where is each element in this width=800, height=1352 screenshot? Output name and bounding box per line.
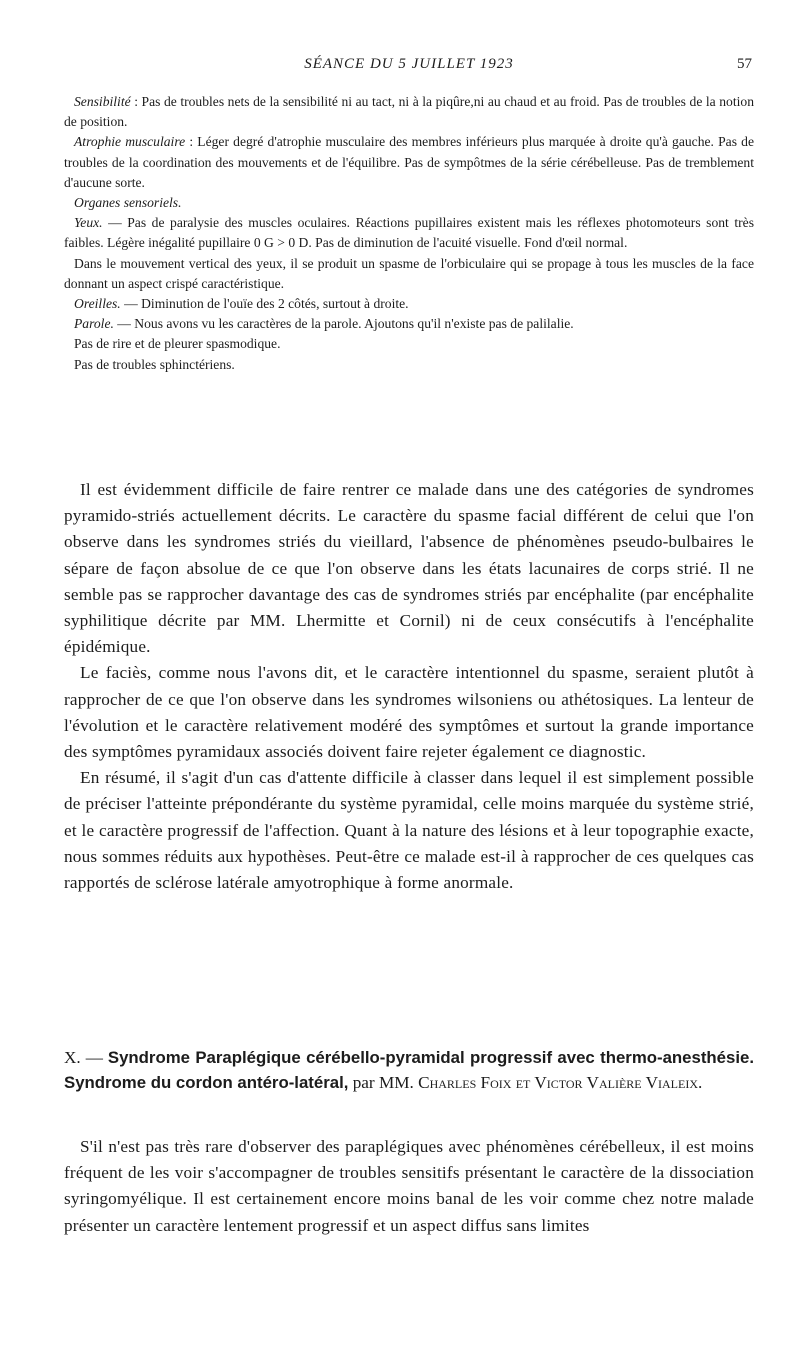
obs-label: Sensibilité bbox=[74, 94, 131, 109]
obs-text: — Pas de paralysie des muscles oculaires. Réactions pupillaires existent mais les réflexes photomoteurs sont très faibles. Légère inégalité pupillaire 0 G > 0 D. Pas de diminution de l'acuité visuelle. Fond d'œil normal. bbox=[64, 215, 754, 251]
obs-organes bbox=[64, 193, 754, 213]
obs-label: Yeux. bbox=[74, 215, 103, 231]
obs-text: : Léger degré d'atrophie musculaire des membres inférieurs plus marquée à droite qu'à gauche. Pas de troubles de la coordination des mouvements et de l'équilibre. Pas de sympôtmes de la série cérébelleuse. Pas de tremblement d'aucune sorte. bbox=[64, 134, 754, 190]
obs-text: — Nous avons vu les caractères de la parole. Ajoutons qu'il n'existe pas de palilalie. bbox=[113, 316, 574, 332]
obs-text: Pas de rire et de pleurer spasmodique. bbox=[74, 336, 281, 352]
obs-oreilles bbox=[64, 294, 754, 314]
obs-rire bbox=[64, 334, 754, 354]
obs-mouvement bbox=[64, 254, 754, 294]
running-header bbox=[64, 56, 754, 78]
section-intro bbox=[64, 1134, 754, 1239]
obs-yeux bbox=[64, 213, 754, 253]
obs-text: Dans le mouvement vertical des yeux, il se produit un spasme de l'orbiculaire qui se propage à tous les muscles de la face donnant un aspect crispé caractéristique. bbox=[64, 255, 754, 291]
discussion-paragraph: Il est évidemment difficile de faire rentrer ce malade dans une des catégories de syndromes pyramido-striés actuellement décrits. Le caractère du spasme facial différent de celui que l'on observe dans les syndromes striés du vieillard, l'absence de phénomènes pseudo-bulbaires le sépare de façon absolue de ce que l'on observe dans les états lacunaires de corps strié. Il ne semble pas se rapprocher davantage des cas de syndromes striés par encéphalite (par encéphalite syphilitique décrite par MM. Lhermitte et Cornil) ni de ceux consécutifs à l'encéphalite épidémique. bbox=[64, 480, 754, 657]
section-title: Syndrome Paraplégique cérébello-pyramidal progressif avec thermo-anesthésie. Syndrome du cordon antéro-latéral, bbox=[64, 1048, 754, 1092]
section-number: X. — bbox=[64, 1048, 108, 1067]
section-authors: Charles Foix et Victor Valière Vialeix. bbox=[418, 1072, 703, 1092]
obs-text: : Pas de troubles nets de la sensibilité ni au tact, ni à la piqûre,ni au chaud et au froid. Pas de troubles de la notion de position. bbox=[64, 94, 754, 130]
obs-atrophie bbox=[64, 132, 754, 193]
clinical-observations bbox=[64, 92, 754, 375]
discussion bbox=[64, 477, 754, 896]
page-number: 57 bbox=[737, 56, 752, 72]
obs-label: Atrophie musculaire bbox=[74, 134, 186, 150]
discussion-paragraph: En résumé, il s'agit d'un cas d'attente difficile à classer dans lequel il est simplement possible de préciser l'atteinte prépondérante du système pyramidal, celle moins marquée du système strié, et le caractère progressif de l'affection. Quant à la nature des lésions et à leur topographie exacte, nous sommes réduits aux hypothèses. Peut-être ce malade est-il à rapprocher de ces quelques cas rapportés de sclérose latérale amyotrophique à forme anormale. bbox=[64, 768, 754, 893]
section-by: par MM. bbox=[348, 1072, 419, 1092]
obs-text: — Diminution de l'ouïe des 2 côtés, surtout à droite. bbox=[120, 296, 409, 312]
obs-text: Pas de troubles sphinctériens. bbox=[74, 356, 235, 372]
obs-sensibilite bbox=[64, 92, 754, 132]
discussion-paragraph: Le faciès, comme nous l'avons dit, et le caractère intentionnel du spasme, seraient plutôt à rapprocher de ce que l'on observe dans les syndromes wilsoniens ou athétosiques. La lenteur de l'évolution et le caractère relativement modéré des symptômes et surtout la grande importance des symptômes pyramidaux associés doivent faire rejeter également ce diagnostic. bbox=[64, 663, 754, 762]
obs-label: Oreilles. bbox=[74, 296, 121, 312]
obs-parole bbox=[64, 314, 754, 334]
obs-label: Parole. bbox=[74, 316, 114, 332]
section-heading bbox=[64, 1046, 754, 1095]
obs-sphincter bbox=[64, 355, 754, 375]
running-title: SÉANCE DU 5 JUILLET 1923 bbox=[304, 56, 514, 72]
obs-label: Organes sensoriels. bbox=[74, 195, 182, 211]
intro-paragraph: S'il n'est pas très rare d'observer des paraplégiques avec phénomènes cérébelleux, il est moins fréquent de les voir s'accompagner de troubles sensitifs présentant le caractère de la dissociation syringomyélique. Il est certainement encore moins banal de les voir comme chez notre malade présenter un caractère lentement progressif et un aspect diffus sans limites bbox=[64, 1137, 754, 1235]
